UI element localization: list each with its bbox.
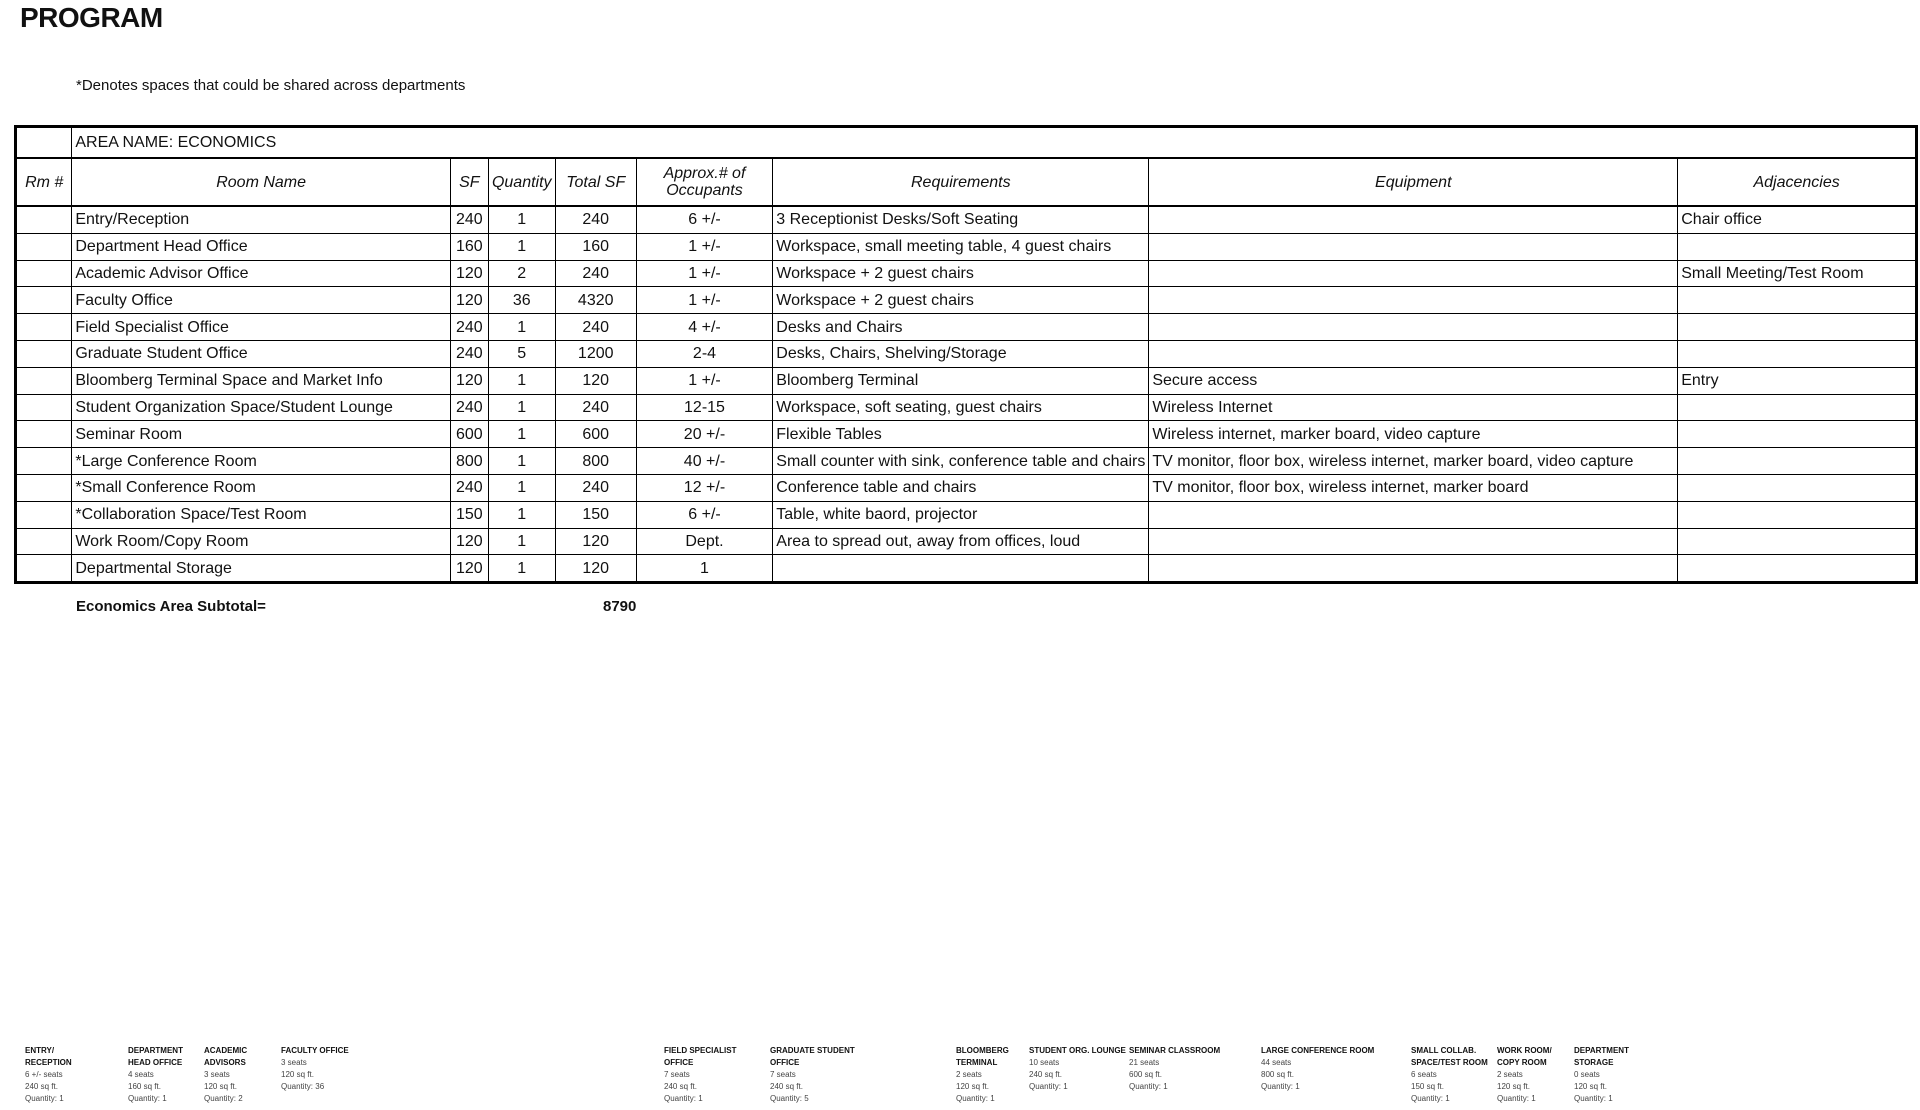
cell-rm-number <box>16 501 72 528</box>
cell-equipment <box>1149 501 1678 528</box>
area-blank-cell <box>16 127 72 159</box>
plan-stat: Quantity: 1 <box>1574 1094 1613 1103</box>
plan-stat: 10 seats <box>1029 1058 1060 1067</box>
plan-name: TERMINAL <box>956 1058 998 1067</box>
cell-rm-number <box>16 448 72 475</box>
plan-name: LARGE CONFERENCE ROOM <box>1261 1046 1375 1055</box>
header-sf: SF <box>450 158 488 206</box>
plan-stat: Quantity: 1 <box>1029 1082 1068 1091</box>
plan-name: FACULTY OFFICE <box>281 1046 349 1055</box>
table-row <box>16 474 1917 501</box>
cell-sf: 150 <box>450 501 488 528</box>
plan-stat: 120 sq ft. <box>1574 1082 1607 1091</box>
table-row <box>16 260 1917 287</box>
cell-requirements <box>773 555 1149 583</box>
table-row <box>16 314 1917 341</box>
cell-equipment: Wireless Internet <box>1149 394 1678 421</box>
cell-total-sf: 150 <box>555 501 636 528</box>
cell-equipment <box>1149 260 1678 287</box>
plan-name: FIELD SPECIALIST <box>664 1046 737 1055</box>
cell-total-sf: 240 <box>555 474 636 501</box>
cell-requirements: Flexible Tables <box>773 421 1149 448</box>
cell-equipment: Wireless internet, marker board, video capture <box>1149 421 1678 448</box>
cell-quantity: 1 <box>488 501 555 528</box>
plan-label <box>1574 1045 1629 1105</box>
cell-room-name: Student Organization Space/Student Lounge <box>72 394 451 421</box>
plan-name: DEPARTMENT <box>128 1046 183 1055</box>
plan-stat: 800 sq ft. <box>1261 1070 1294 1079</box>
cell-equipment <box>1149 340 1678 367</box>
cell-equipment: Secure access <box>1149 367 1678 394</box>
cell-rm-number <box>16 233 72 260</box>
cell-room-name: Graduate Student Office <box>72 340 451 367</box>
cell-room-name: Faculty Office <box>72 287 451 314</box>
cell-adjacencies <box>1678 340 1917 367</box>
cell-requirements: Bloomberg Terminal <box>773 367 1149 394</box>
cell-sf: 240 <box>450 474 488 501</box>
cell-occupants: 1 +/- <box>636 233 773 260</box>
cell-requirements: Workspace, small meeting table, 4 guest chairs <box>773 233 1149 260</box>
cell-equipment <box>1149 233 1678 260</box>
cell-rm-number <box>16 260 72 287</box>
cell-room-name: *Large Conference Room <box>72 448 451 475</box>
plan-stat: 2 seats <box>1497 1070 1523 1079</box>
plan-stat: Quantity: 36 <box>281 1082 325 1091</box>
plan-name: SPACE/TEST ROOM <box>1411 1058 1488 1067</box>
plan-label <box>1411 1045 1488 1105</box>
cell-quantity: 1 <box>488 448 555 475</box>
cell-quantity: 5 <box>488 340 555 367</box>
plan-label <box>1029 1045 1126 1093</box>
plan-stat: 21 seats <box>1129 1058 1160 1067</box>
area-name: AREA NAME: ECONOMICS <box>72 127 1917 159</box>
cell-sf: 120 <box>450 260 488 287</box>
plan-stat: 600 sq ft. <box>1129 1070 1162 1079</box>
plan-name: RECEPTION <box>25 1058 72 1067</box>
header-room-name: Room Name <box>72 158 451 206</box>
header-quantity: Quantity <box>488 158 555 206</box>
header-occupants: Approx.# of Occupants <box>636 158 773 206</box>
plan-stat: Quantity: 1 <box>1497 1094 1536 1103</box>
plan-label <box>1129 1045 1220 1093</box>
plan-label <box>281 1045 349 1093</box>
plan-label <box>664 1045 736 1105</box>
cell-sf: 120 <box>450 287 488 314</box>
plan-stat: Quantity: 5 <box>770 1094 809 1103</box>
room-plans <box>0 615 1920 1110</box>
cell-adjacencies <box>1678 474 1917 501</box>
header-row <box>16 158 1917 206</box>
cell-requirements: Workspace + 2 guest chairs <box>773 260 1149 287</box>
cell-rm-number <box>16 206 72 233</box>
plan-label <box>1261 1045 1374 1093</box>
cell-quantity: 1 <box>488 421 555 448</box>
cell-rm-number <box>16 421 72 448</box>
header-total-sf: Total SF <box>555 158 636 206</box>
cell-occupants: 1 +/- <box>636 287 773 314</box>
cell-occupants: 1 +/- <box>636 260 773 287</box>
cell-occupants: 2-4 <box>636 340 773 367</box>
plan-stat: 120 sq ft. <box>204 1082 237 1091</box>
cell-room-name: Departmental Storage <box>72 555 451 583</box>
cell-requirements: Conference table and chairs <box>773 474 1149 501</box>
cell-room-name: Department Head Office <box>72 233 451 260</box>
cell-sf: 120 <box>450 528 488 555</box>
cell-quantity: 1 <box>488 367 555 394</box>
subtotal-value: 8790 <box>603 598 637 615</box>
plan-stat: 120 sq ft. <box>956 1082 989 1091</box>
cell-rm-number <box>16 314 72 341</box>
cell-room-name: Academic Advisor Office <box>72 260 451 287</box>
table-row <box>16 340 1917 367</box>
plan-name: WORK ROOM/ <box>1497 1046 1552 1055</box>
cell-total-sf: 120 <box>555 528 636 555</box>
cell-total-sf: 160 <box>555 233 636 260</box>
table-row <box>16 287 1917 314</box>
shared-spaces-note: *Denotes spaces that could be shared across departments <box>76 77 466 94</box>
plan-stat: 0 seats <box>1574 1070 1600 1079</box>
table-row <box>16 448 1917 475</box>
plan-name: DEPARTMENT <box>1574 1046 1629 1055</box>
header-rm-number: Rm # <box>16 158 72 206</box>
plan-name: ACADEMIC <box>204 1046 248 1055</box>
program-table <box>14 125 1918 584</box>
plan-name: BLOOMBERG <box>956 1046 1009 1055</box>
plan-stat: 240 sq ft. <box>25 1082 58 1091</box>
cell-requirements: Workspace + 2 guest chairs <box>773 287 1149 314</box>
plan-stat: 120 sq ft. <box>281 1070 314 1079</box>
cell-adjacencies: Chair office <box>1678 206 1917 233</box>
cell-room-name: *Small Conference Room <box>72 474 451 501</box>
header-adjacencies: Adjacencies <box>1678 158 1917 206</box>
cell-occupants: 6 +/- <box>636 501 773 528</box>
plan-stat: 6 seats <box>1411 1070 1437 1079</box>
cell-quantity: 1 <box>488 528 555 555</box>
cell-equipment <box>1149 206 1678 233</box>
table-body <box>16 206 1917 583</box>
cell-quantity: 1 <box>488 233 555 260</box>
cell-room-name: Entry/Reception <box>72 206 451 233</box>
table-row <box>16 206 1917 233</box>
plan-stat: Quantity: 1 <box>25 1094 64 1103</box>
cell-sf: 600 <box>450 421 488 448</box>
cell-adjacencies <box>1678 421 1917 448</box>
cell-occupants: 1 <box>636 555 773 583</box>
area-row <box>16 127 1917 159</box>
plan-stat: Quantity: 1 <box>1411 1094 1450 1103</box>
cell-adjacencies <box>1678 448 1917 475</box>
cell-occupants: 40 +/- <box>636 448 773 475</box>
cell-total-sf: 1200 <box>555 340 636 367</box>
plan-stat: 7 seats <box>664 1070 690 1079</box>
plan-label <box>128 1045 183 1105</box>
cell-sf: 800 <box>450 448 488 475</box>
cell-sf: 120 <box>450 367 488 394</box>
plan-name: SMALL COLLAB. <box>1411 1046 1477 1055</box>
plan-stat: 4 seats <box>128 1070 154 1079</box>
cell-requirements: Desks, Chairs, Shelving/Storage <box>773 340 1149 367</box>
table-row <box>16 528 1917 555</box>
cell-equipment <box>1149 528 1678 555</box>
plan-stat: Quantity: 1 <box>956 1094 995 1103</box>
cell-adjacencies <box>1678 287 1917 314</box>
cell-total-sf: 240 <box>555 260 636 287</box>
plan-stat: 240 sq ft. <box>664 1082 697 1091</box>
plan-stat: Quantity: 2 <box>204 1094 243 1103</box>
plan-label <box>956 1045 1009 1105</box>
cell-requirements: Desks and Chairs <box>773 314 1149 341</box>
cell-room-name: Field Specialist Office <box>72 314 451 341</box>
cell-room-name: Seminar Room <box>72 421 451 448</box>
cell-requirements: Workspace, soft seating, guest chairs <box>773 394 1149 421</box>
cell-occupants: 20 +/- <box>636 421 773 448</box>
cell-total-sf: 120 <box>555 367 636 394</box>
plan-stat: 2 seats <box>956 1070 982 1079</box>
cell-total-sf: 120 <box>555 555 636 583</box>
plan-label <box>25 1045 72 1105</box>
cell-rm-number <box>16 555 72 583</box>
plan-stat: 6 +/- seats <box>25 1070 63 1079</box>
cell-quantity: 1 <box>488 474 555 501</box>
cell-rm-number <box>16 474 72 501</box>
header-equipment: Equipment <box>1149 158 1678 206</box>
cell-total-sf: 800 <box>555 448 636 475</box>
plan-name: STORAGE <box>1574 1058 1614 1067</box>
cell-quantity: 2 <box>488 260 555 287</box>
plan-stat: 3 seats <box>281 1058 307 1067</box>
cell-adjacencies <box>1678 555 1917 583</box>
cell-sf: 240 <box>450 340 488 367</box>
plan-name: STUDENT ORG. LOUNGE <box>1029 1046 1126 1055</box>
cell-occupants: 6 +/- <box>636 206 773 233</box>
cell-rm-number <box>16 528 72 555</box>
cell-sf: 240 <box>450 394 488 421</box>
table-row <box>16 394 1917 421</box>
table-row <box>16 233 1917 260</box>
plan-stat: 44 seats <box>1261 1058 1292 1067</box>
plan-name: ENTRY/ <box>25 1046 55 1055</box>
cell-occupants: 1 +/- <box>636 367 773 394</box>
plan-stat: 160 sq ft. <box>128 1082 161 1091</box>
cell-total-sf: 600 <box>555 421 636 448</box>
cell-room-name: Bloomberg Terminal Space and Market Info <box>72 367 451 394</box>
cell-room-name: Work Room/Copy Room <box>72 528 451 555</box>
cell-quantity: 1 <box>488 314 555 341</box>
cell-total-sf: 240 <box>555 206 636 233</box>
plan-name: COPY ROOM <box>1497 1058 1547 1067</box>
cell-requirements: Small counter with sink, conference table and chairs <box>773 448 1149 475</box>
cell-equipment <box>1149 287 1678 314</box>
cell-total-sf: 4320 <box>555 287 636 314</box>
plan-stat: 240 sq ft. <box>1029 1070 1062 1079</box>
table-row <box>16 421 1917 448</box>
plan-stat: 150 sq ft. <box>1411 1082 1444 1091</box>
cell-sf: 120 <box>450 555 488 583</box>
cell-sf: 240 <box>450 206 488 233</box>
plan-name: OFFICE <box>770 1058 800 1067</box>
table-row <box>16 501 1917 528</box>
table-row <box>16 367 1917 394</box>
cell-requirements: Table, white baord, projector <box>773 501 1149 528</box>
plan-name: HEAD OFFICE <box>128 1058 183 1067</box>
table-row <box>16 555 1917 583</box>
plan-stat: Quantity: 1 <box>664 1094 703 1103</box>
cell-rm-number <box>16 367 72 394</box>
cell-total-sf: 240 <box>555 314 636 341</box>
cell-quantity: 36 <box>488 287 555 314</box>
plan-stat: Quantity: 1 <box>1129 1082 1168 1091</box>
cell-occupants: 4 +/- <box>636 314 773 341</box>
cell-adjacencies <box>1678 314 1917 341</box>
cell-equipment: TV monitor, floor box, wireless internet, marker board, video capture <box>1149 448 1678 475</box>
plan-label <box>770 1045 855 1105</box>
cell-occupants: 12 +/- <box>636 474 773 501</box>
subtotal-label: Economics Area Subtotal= <box>76 598 266 615</box>
plan-name: ADVISORS <box>204 1058 246 1067</box>
cell-quantity: 1 <box>488 206 555 233</box>
cell-rm-number <box>16 340 72 367</box>
plan-stat: 120 sq ft. <box>1497 1082 1530 1091</box>
plan-name: GRADUATE STUDENT <box>770 1046 855 1055</box>
plan-name: OFFICE <box>664 1058 694 1067</box>
plan-stat: Quantity: 1 <box>128 1094 167 1103</box>
cell-adjacencies: Small Meeting/Test Room <box>1678 260 1917 287</box>
cell-requirements: Area to spread out, away from offices, loud <box>773 528 1149 555</box>
cell-rm-number <box>16 394 72 421</box>
room-plan-drawings <box>0 615 1920 1110</box>
cell-quantity: 1 <box>488 555 555 583</box>
cell-equipment <box>1149 555 1678 583</box>
cell-adjacencies <box>1678 233 1917 260</box>
plan-stat: Quantity: 1 <box>1261 1082 1300 1091</box>
cell-quantity: 1 <box>488 394 555 421</box>
cell-adjacencies <box>1678 501 1917 528</box>
cell-occupants: 12-15 <box>636 394 773 421</box>
header-requirements: Requirements <box>773 158 1149 206</box>
page-title: PROGRAM <box>20 2 163 33</box>
cell-room-name: *Collaboration Space/Test Room <box>72 501 451 528</box>
plan-name: SEMINAR CLASSROOM <box>1129 1046 1221 1055</box>
cell-rm-number <box>16 287 72 314</box>
plan-label <box>204 1045 247 1105</box>
plan-stat: 3 seats <box>204 1070 230 1079</box>
cell-sf: 240 <box>450 314 488 341</box>
plan-stat: 240 sq ft. <box>770 1082 803 1091</box>
plan-stat: 7 seats <box>770 1070 796 1079</box>
cell-equipment <box>1149 314 1678 341</box>
cell-requirements: 3 Receptionist Desks/Soft Seating <box>773 206 1149 233</box>
cell-sf: 160 <box>450 233 488 260</box>
cell-occupants: Dept. <box>636 528 773 555</box>
cell-equipment: TV monitor, floor box, wireless internet, marker board <box>1149 474 1678 501</box>
plan-label <box>1497 1045 1552 1105</box>
cell-adjacencies <box>1678 528 1917 555</box>
cell-total-sf: 240 <box>555 394 636 421</box>
cell-adjacencies: Entry <box>1678 367 1917 394</box>
cell-adjacencies <box>1678 394 1917 421</box>
